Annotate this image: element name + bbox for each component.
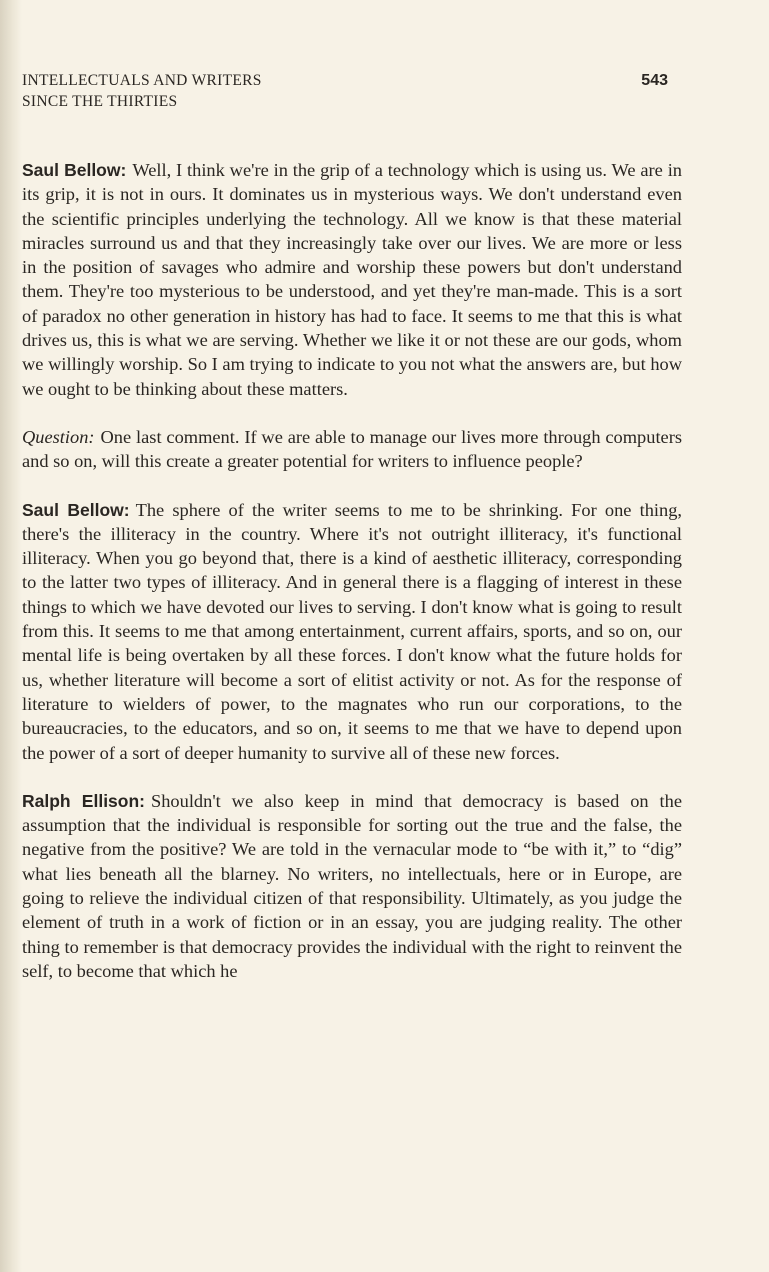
running-head — [22, 70, 668, 114]
page-gutter-shadow — [0, 0, 22, 1272]
paragraph-text: Well, I think we're in the grip of a technology which is using us. We are in its grip, it is not in ours. It dominates us in mysterious ways. We don't understand even the scientific principles underlying the technology. All we know is that these material miracles surround us and that they increasingly take over our lives. We are more or less in the position of savages who admire and worship these powers but don't understand them. They're too mysterious to be understood, and yet they're man-made. This is a sort of paradox no other generation in history has had to face. It seems to me that this is what drives us, this is what we are serving. Whether we like it or not these are our gods, whom we willingly worship. So I am trying to indicate to you not what the answers are, but how we ought to be thinking about these matters. — [22, 160, 682, 399]
page-number: 543 — [641, 72, 668, 89]
running-head-title-line1: INTELLECTUALS AND WRITERS — [22, 72, 262, 89]
paragraph-bellow-2 — [22, 498, 682, 765]
paragraph-text: Shouldn't we also keep in mind that democracy is based on the assumption that the individual is responsible for sorting out the true and the false, the negative from the positive? We are told in the vernacular mode to “be with it,” to “dig” what lies beneath all the blarney. No writers, no intellectuals, here or in Europe, are going to relieve the individual citizen of that responsibility. Ultimately, as you judge the element of truth in a work of fiction or in an essay, you are judging reality. The other thing to remember is that democracy provides the individual with the right to reinvent the self, to become that which he — [22, 790, 682, 981]
running-head-title-line2: SINCE THE THIRTIES — [22, 93, 178, 110]
paragraph-text: The sphere of the writer seems to me to be shrinking. For one thing, there's the illiteracy in the country. Where it's not outright illiteracy, it's functional illiteracy. When you go beyond that, there is a kind of aesthetic illiteracy, corresponding to the latter two types of illiteracy. And in general there is a flagging of interest in these things to which we have devoted our lives to serving. I don't know what is going to result from this. It seems to me that among entertainment, current affairs, sports, and so on, our mental life is being overtaken by all these forces. I don't know what the future holds for us, whether literature will become a sort of elitist activity or not. As for the response of literature to wielders of power, to the magnates who run our corporations, to the bureaucracies, to the educators, and so on, it seems to me that we have to depend upon the power of a sort of deeper humanity to survive all of these new forces. — [22, 499, 683, 763]
speaker-label: Ralph Ellison: — [22, 790, 145, 811]
speaker-label: Saul Bellow: — [22, 499, 130, 520]
paragraph-ellison — [22, 789, 682, 983]
speaker-label: Saul Bellow: — [22, 160, 127, 180]
body-text — [22, 158, 682, 1007]
paragraph-bellow-1 — [22, 158, 682, 401]
paragraph-text: One last comment. If we are able to manage our lives more through computers and so on, will this create a greater potential for writers to influence people? — [22, 426, 682, 472]
paragraph-question — [22, 425, 682, 474]
question-label: Question: — [22, 426, 95, 447]
